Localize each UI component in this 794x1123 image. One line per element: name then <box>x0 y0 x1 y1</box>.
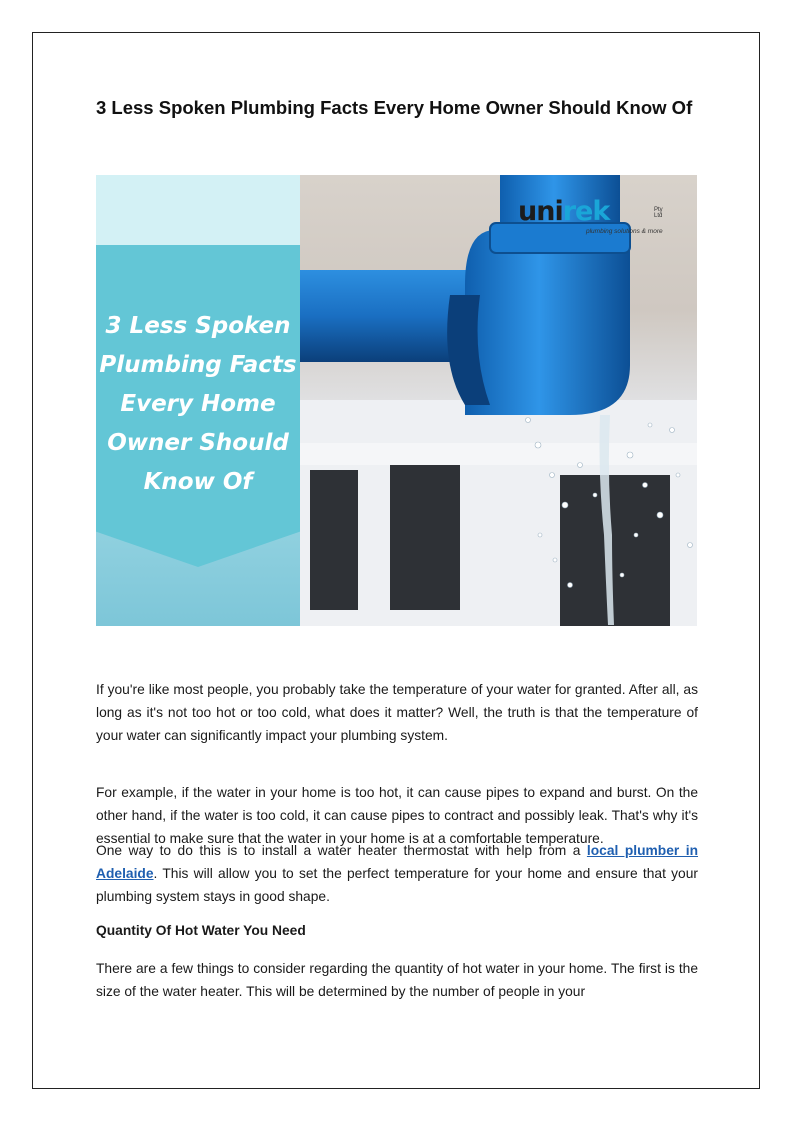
hero-left-panel <box>96 175 300 626</box>
paragraph-4: There are a few things to consider regarding the quantity of hot water in your home. The first is the size of the water heater. This will be determined by the number of people in your <box>96 961 698 999</box>
water-stream <box>600 415 615 625</box>
document-title: 3 Less Spoken Plumbing Facts Every Home Owner Should Know Of <box>96 97 693 118</box>
unirek-logo: unirek Pty Ltd plumbing solutions & more <box>518 196 663 235</box>
local-plumber-link[interactable]: local plumber in Adelaide <box>96 843 699 881</box>
hero-photo <box>300 175 697 626</box>
pipe-illustration <box>300 175 697 626</box>
hero-banner-text: 3 Less Spoken Plumbing Facts Every Home Owner Should Know Of <box>99 313 297 495</box>
paragraph-2: For example, if the water in your home is too hot, it can cause pipes to expand and burst. On the other hand, if the water is too cold, it can cause pipes to contract and possibly leak. That's why it's essential to make sure that the water in your home is at a comfortable temperature. <box>96 785 698 846</box>
pipe-elbow <box>465 230 630 415</box>
paragraph-3: One way to do this is to install a water heater thermostat with help from a local plumber in Adelaide. This will allow you to set the perfect temperature for your home and ensure that your plumbing system stays in good shape. <box>96 843 699 904</box>
hero-image <box>96 175 697 626</box>
paragraph-1: If you're like most people, you probably take the temperature of your water for granted. After all, as long as it's not too hot or too cold, what does it matter? Well, the truth is that the temperature of your water can significantly impact your plumbing system. <box>96 682 698 743</box>
section-heading: Quantity Of Hot Water You Need <box>96 923 306 938</box>
